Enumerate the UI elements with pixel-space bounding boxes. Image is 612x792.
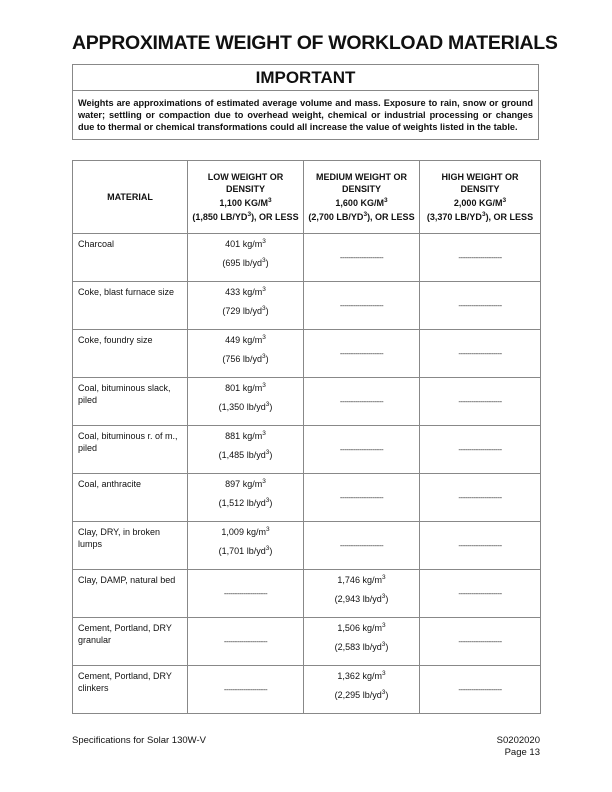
density-kg bbox=[225, 287, 266, 297]
superscript: 3 bbox=[381, 641, 386, 648]
empty-cell-dash: -------------------- bbox=[188, 618, 304, 666]
empty-cell-dash: -------------------- bbox=[420, 570, 541, 618]
table-row bbox=[73, 666, 541, 714]
density-value bbox=[188, 330, 304, 378]
superscript: 3 bbox=[261, 353, 266, 360]
material-name: Coal, bituminous slack, piled bbox=[73, 378, 188, 426]
empty-cell-dash: -------------------- bbox=[304, 522, 420, 570]
footer-document-title: Specifications for Solar 130W-V bbox=[72, 735, 206, 746]
superscript: 3 bbox=[481, 211, 486, 218]
density-lb: (695 $lb/yd^3$) bbox=[222, 257, 269, 268]
page-title: APPROXIMATE WEIGHT OF WORKLOAD MATERIALS bbox=[72, 32, 558, 54]
superscript: 3 bbox=[262, 334, 266, 341]
material-name: Clay, DRY, in broken lumps bbox=[73, 522, 188, 570]
density-lb: (756 $lb/yd^3$) bbox=[222, 353, 269, 364]
density-kg bbox=[225, 383, 266, 393]
table-row bbox=[73, 426, 541, 474]
header-kg-text: 2,000 KG/M bbox=[453, 197, 503, 208]
superscript: 3 bbox=[261, 305, 266, 312]
density-value bbox=[304, 618, 420, 666]
superscript: 3 bbox=[261, 257, 266, 264]
material-name: Coke, blast furnace size bbox=[73, 282, 188, 330]
density-kg bbox=[225, 431, 266, 441]
density-lb: (1,701 $lb/yd^3$) bbox=[218, 545, 273, 556]
table-row bbox=[73, 618, 541, 666]
density-kg-text: 1,009 kg/m bbox=[221, 527, 266, 537]
header-lb-text: (2,700 LB/YD bbox=[308, 212, 364, 222]
column-header-label: HIGH WEIGHT OR DENSITY bbox=[441, 171, 519, 194]
density-kg-text: 449 kg/m bbox=[225, 335, 263, 345]
density-value bbox=[188, 378, 304, 426]
column-header bbox=[188, 161, 304, 234]
material-name: Clay, DAMP, natural bed bbox=[73, 570, 188, 618]
material-name: Coke, foundry size bbox=[73, 330, 188, 378]
superscript: 3 bbox=[502, 196, 507, 204]
header-lb-text: (3,370 LB/YD bbox=[426, 212, 482, 222]
empty-cell-dash: -------------------- bbox=[188, 666, 304, 714]
header-lb bbox=[424, 211, 536, 224]
material-name: Charcoal bbox=[73, 234, 188, 282]
column-header bbox=[304, 161, 420, 234]
superscript: 3 bbox=[265, 401, 270, 408]
density-lb: (2,583 $lb/yd^3$) bbox=[334, 641, 389, 652]
empty-cell-dash: -------------------- bbox=[304, 378, 420, 426]
materials-table bbox=[72, 160, 541, 714]
density-lb-text: (756 lb/yd bbox=[222, 354, 262, 364]
header-lb bbox=[192, 211, 299, 224]
density-value bbox=[188, 282, 304, 330]
table-row bbox=[73, 234, 541, 282]
density-value bbox=[188, 234, 304, 282]
superscript: 3 bbox=[265, 497, 270, 504]
density-lb-text: (2,583 lb/yd bbox=[334, 642, 382, 652]
density-lb: (1,350 $lb/yd^3$) bbox=[218, 401, 273, 412]
superscript: 3 bbox=[381, 593, 386, 600]
density-kg-text: 1,362 kg/m bbox=[337, 671, 382, 681]
header-kg-text: 1,100 KG/M bbox=[219, 197, 268, 208]
table-row bbox=[73, 522, 541, 570]
superscript: 3 bbox=[247, 211, 252, 218]
empty-cell-dash: -------------------- bbox=[420, 282, 541, 330]
header-lb-tail: ), OR LESS bbox=[367, 212, 415, 222]
superscript: 3 bbox=[265, 526, 270, 533]
important-text: Weights are approximations of estimated average volume and mass. Exposure to rain, snow or ground water; settling or compaction due to overhead weight, chemical or industrial processing or changes due to thermal or chemical transformations could all increase the value of weights listed in the table. bbox=[78, 98, 533, 132]
superscript: 3 bbox=[267, 196, 272, 204]
table-row bbox=[73, 282, 541, 330]
superscript: 3 bbox=[381, 670, 386, 677]
superscript: 3 bbox=[381, 574, 386, 581]
empty-cell-dash: -------------------- bbox=[420, 666, 541, 714]
empty-cell-dash: -------------------- bbox=[304, 330, 420, 378]
superscript: 3 bbox=[262, 238, 266, 245]
header-lb bbox=[308, 211, 415, 224]
column-header bbox=[420, 161, 541, 234]
empty-cell-dash: -------------------- bbox=[188, 570, 304, 618]
density-kg-text: 1,746 kg/m bbox=[337, 575, 382, 585]
density-value bbox=[188, 426, 304, 474]
superscript: 3 bbox=[262, 430, 266, 437]
density-lb: (2,295 $lb/yd^3$) bbox=[334, 689, 389, 700]
superscript: 3 bbox=[262, 382, 266, 389]
density-kg bbox=[225, 239, 266, 249]
density-kg bbox=[225, 335, 266, 345]
density-lb-text: (1,350 lb/yd bbox=[218, 402, 266, 412]
density-value bbox=[304, 666, 420, 714]
density-lb-text: (695 lb/yd bbox=[222, 258, 262, 268]
density-kg-text: 401 kg/m bbox=[225, 239, 263, 249]
density-lb: (2,943 $lb/yd^3$) bbox=[334, 593, 389, 604]
table-header-row bbox=[73, 161, 541, 234]
column-header-label: MATERIAL bbox=[107, 191, 153, 202]
table-row bbox=[73, 474, 541, 522]
empty-cell-dash: -------------------- bbox=[420, 618, 541, 666]
density-lb-text: (1,485 lb/yd bbox=[218, 450, 266, 460]
superscript: 3 bbox=[265, 545, 270, 552]
header-lb-text: (1,850 LB/YD bbox=[192, 212, 248, 222]
density-kg-text: 433 kg/m bbox=[225, 287, 263, 297]
density-lb: (729 $lb/yd^3$) bbox=[222, 305, 269, 316]
density-lb-text: (1,701 lb/yd bbox=[218, 546, 266, 556]
density-kg-text: 897 kg/m bbox=[225, 479, 263, 489]
empty-cell-dash: -------------------- bbox=[304, 474, 420, 522]
superscript: 3 bbox=[265, 449, 270, 456]
material-name: Coal, bituminous r. of m., piled bbox=[73, 426, 188, 474]
footer-right bbox=[497, 735, 540, 759]
material-name: Cement, Portland, DRY granular bbox=[73, 618, 188, 666]
density-kg bbox=[225, 479, 266, 489]
header-lb-tail: ), OR LESS bbox=[251, 212, 299, 222]
density-kg bbox=[337, 671, 385, 681]
header-lb-tail: ), OR LESS bbox=[485, 212, 534, 222]
footer-page-number: Page 13 bbox=[504, 747, 540, 758]
header-kg bbox=[192, 197, 299, 210]
column-header-label: LOW WEIGHT OR DENSITY bbox=[207, 171, 284, 194]
superscript: 3 bbox=[381, 689, 386, 696]
empty-cell-dash: -------------------- bbox=[420, 234, 541, 282]
superscript: 3 bbox=[383, 196, 388, 204]
table-row bbox=[73, 378, 541, 426]
empty-cell-dash: -------------------- bbox=[420, 378, 541, 426]
density-kg bbox=[221, 527, 269, 537]
density-lb: (1,512 $lb/yd^3$) bbox=[218, 497, 273, 508]
column-header bbox=[73, 161, 188, 234]
header-kg bbox=[308, 197, 415, 210]
density-value bbox=[188, 474, 304, 522]
footer-code: S0202020 bbox=[496, 735, 540, 746]
empty-cell-dash: -------------------- bbox=[420, 330, 541, 378]
important-notice bbox=[72, 64, 539, 140]
empty-cell-dash: -------------------- bbox=[304, 234, 420, 282]
column-header-label: MEDIUM WEIGHT OR DENSITY bbox=[316, 171, 407, 194]
empty-cell-dash: -------------------- bbox=[304, 282, 420, 330]
density-kg bbox=[337, 575, 385, 585]
superscript: 3 bbox=[381, 622, 386, 629]
superscript: 3 bbox=[262, 478, 266, 485]
material-name: Cement, Portland, DRY clinkers bbox=[73, 666, 188, 714]
superscript: 3 bbox=[262, 286, 266, 293]
header-kg bbox=[424, 197, 536, 210]
table-row bbox=[73, 330, 541, 378]
empty-cell-dash: -------------------- bbox=[420, 426, 541, 474]
density-lb: (1,485 $lb/yd^3$) bbox=[218, 449, 273, 460]
density-lb-text: (2,943 lb/yd bbox=[334, 594, 382, 604]
important-heading: IMPORTANT bbox=[73, 65, 538, 91]
density-lb-text: (1,512 lb/yd bbox=[218, 498, 266, 508]
empty-cell-dash: -------------------- bbox=[304, 426, 420, 474]
density-kg-text: 1,506 kg/m bbox=[337, 623, 382, 633]
density-value bbox=[304, 570, 420, 618]
material-name: Coal, anthracite bbox=[73, 474, 188, 522]
density-value bbox=[188, 522, 304, 570]
table-row bbox=[73, 570, 541, 618]
density-lb-text: (729 lb/yd bbox=[222, 306, 262, 316]
superscript: 3 bbox=[363, 211, 368, 218]
empty-cell-dash: -------------------- bbox=[420, 474, 541, 522]
density-kg-text: 881 kg/m bbox=[225, 431, 263, 441]
header-kg-text: 1,600 KG/M bbox=[335, 197, 384, 208]
density-kg-text: 801 kg/m bbox=[225, 383, 263, 393]
empty-cell-dash: -------------------- bbox=[420, 522, 541, 570]
density-kg bbox=[337, 623, 385, 633]
density-lb-text: (2,295 lb/yd bbox=[334, 690, 382, 700]
